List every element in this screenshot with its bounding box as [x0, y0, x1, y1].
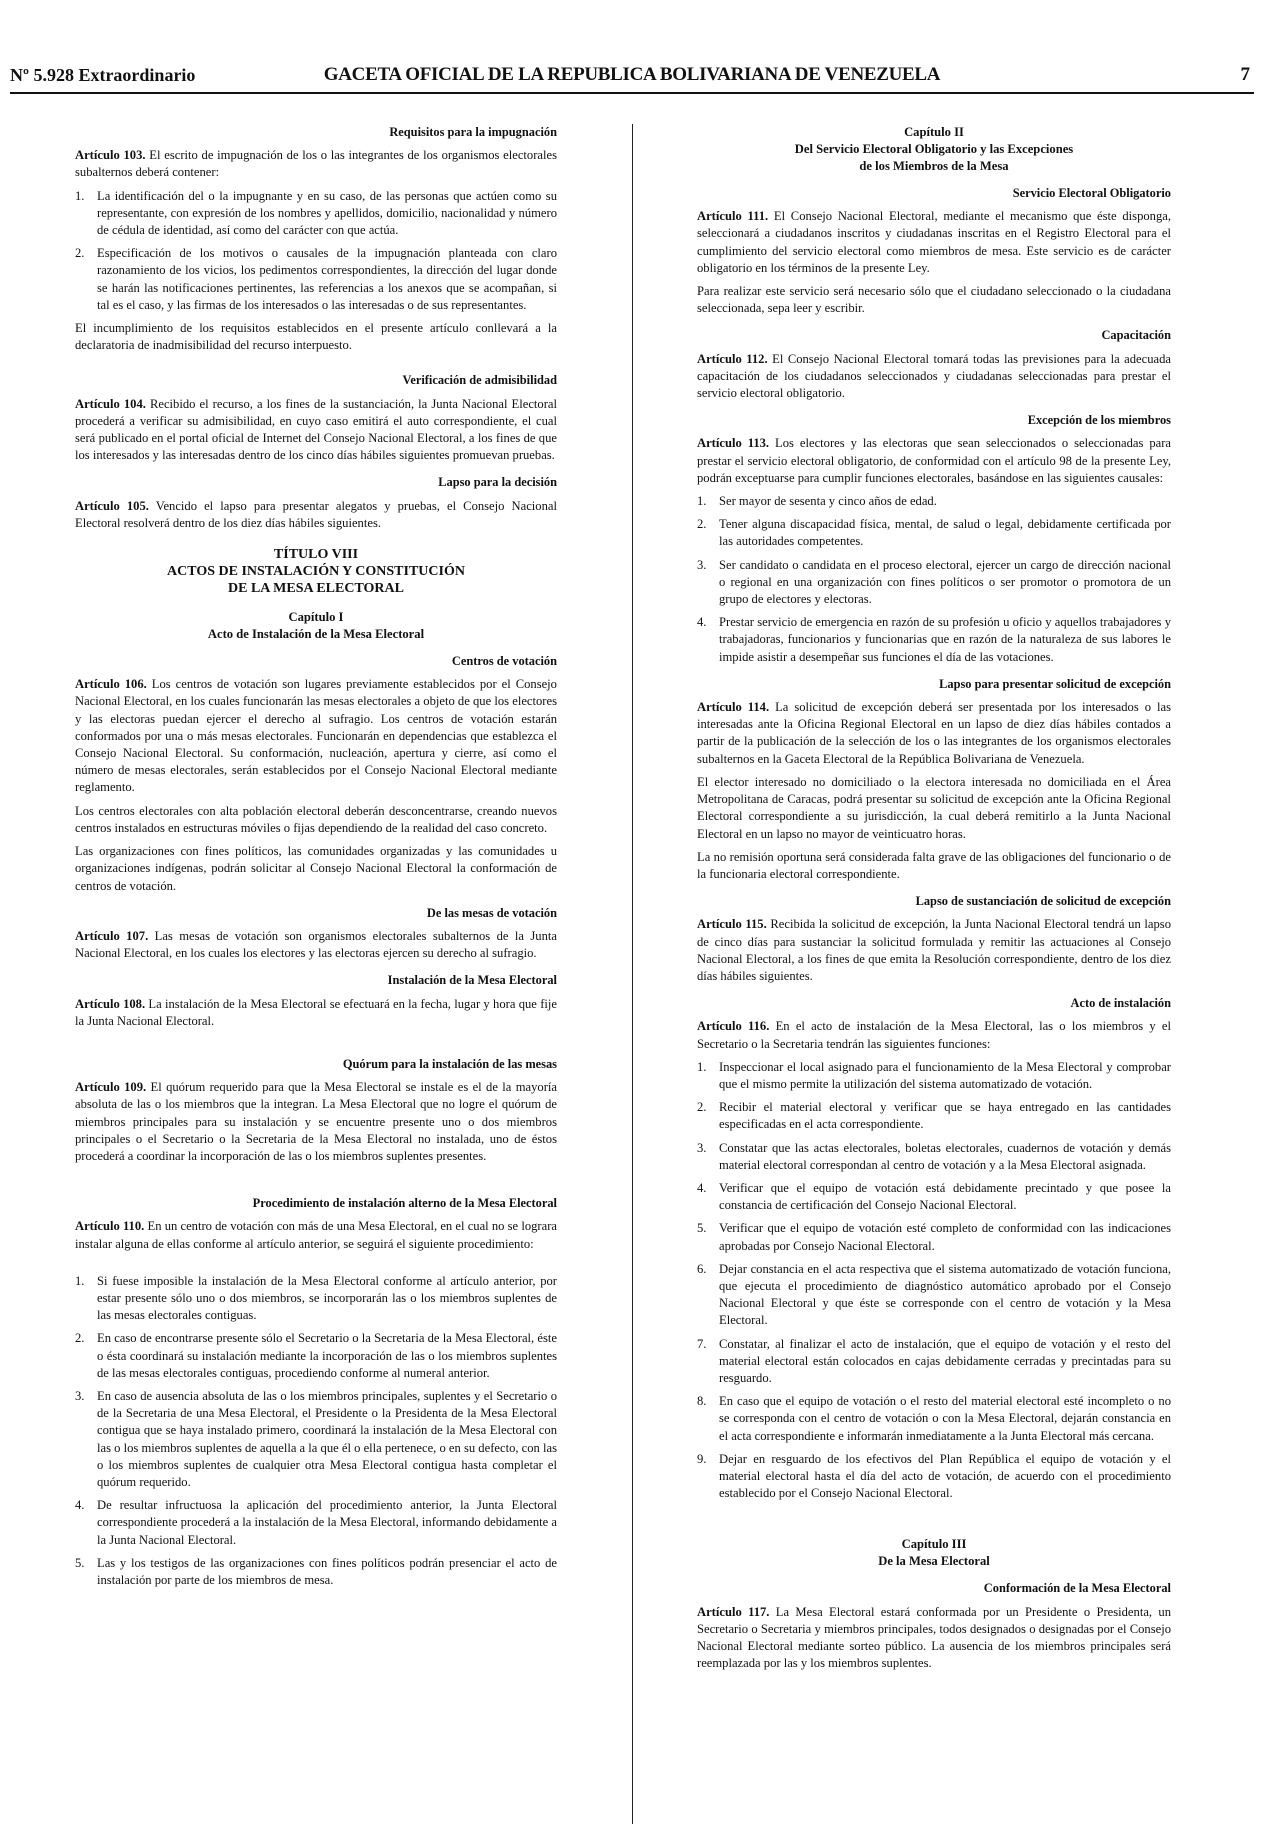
section-heading: Procedimiento de instalación alterno de la Mesa Electoral [252, 1196, 557, 1211]
article-116: Artículo 116. En el acto de instalación de la Mesa Electoral, las o los miembros y el Secretario o la Secretaria tendrán las siguientes funciones: [697, 1019, 1172, 1051]
column-divider [632, 124, 633, 1824]
article-115: Artículo 115. Recibida la solicitud de excepción, la Junta Nacional Electoral tendrá un lapso de cinco días para sustanciar la solicitud formulada y remitir las actuaciones al Consejo Nacional Electoral, a los fines de que emita la Resolución correspondiente, dentro de los diez días hábiles siguientes. [697, 917, 1172, 983]
list-item: 6. Dejar constancia en el acta respectiva que el sistema automatizado de votación funciona, que ejecuta el procedimiento de diagnóstico automático aprobado por el Consejo Nacional Electoral y que éste se corresponde con el centro de votación y la Mesa Electoral. [697, 1261, 1171, 1328]
list-item: 2. Tener alguna discapacidad física, mental, de salud o legal, debidamente certificada por las autoridades competentes. [697, 517, 1171, 549]
list-item: 2. Recibir el material electoral y verificar que se haya entregado en las cantidades especificadas en el acta correspondiente. [697, 1100, 1171, 1132]
section-heading: Lapso para presentar solicitud de excepción [939, 676, 1171, 691]
section-heading: Excepción de los miembros [1027, 413, 1171, 428]
right-column [697, 124, 1171, 1678]
section-heading: Conformación de la Mesa Electoral [983, 1581, 1171, 1596]
article-103-list [75, 188, 557, 314]
article-103-paragraph: El incumplimiento de los requisitos establecidos en el presente artículo conllevará a la declaratoria de inadmisibilidad del recurso interpuesto. [75, 321, 557, 353]
list-item: 4. De resultar infructuosa la aplicación del procedimiento anterior, la Junta Electoral correspondiente procederá a la instalación de la Mesa Electoral, informando debidamente a la Junta Nacional Electoral. [75, 1498, 557, 1547]
section-heading: Acto de instalación [1070, 996, 1171, 1011]
article-label: Artículo 103. [75, 148, 146, 163]
list-item: 4. Verificar que el equipo de votación está debidamente precintado y que posee la constancia de certificación del Consejo Nacional Electoral. [697, 1180, 1171, 1213]
title-heading: TÍTULO VIII ACTOS DE INSTALACIÓN Y CONSTITUCIÓN DE LA MESA ELECTORAL [167, 547, 465, 597]
chapter-heading: Capítulo III De la Mesa Electoral [878, 1537, 990, 1569]
article-105: Artículo 105. Vencido el lapso para presentar alegatos y pruebas, el Consejo Nacional Electoral resolverá dentro de los diez días hábiles siguientes. [75, 498, 557, 530]
section-heading: Verificación de admisibilidad [402, 373, 557, 388]
list-item: 5. Verificar que el equipo de votación esté completo de conformidad con las indicaciones aprobadas por Consejo Nacional Electoral. [697, 1221, 1171, 1253]
article-113-list [697, 493, 1171, 666]
page-header [10, 64, 1254, 94]
article-116-list [697, 1059, 1171, 1503]
list-item: 4. Prestar servicio de emergencia en razón de su profesión u oficio y aquellos trabajadores y trabajadoras, funcionarios y funcionarias que en razón de la naturaleza de sus labores le impide asistir a desempeñar sus funciones el día de las votaciones. [697, 615, 1171, 664]
article-114-paragraph: La no remisión oportuna será considerada falta grave de las obligaciones del funcionario o de la funcionaria electoral correspondiente. [697, 849, 1171, 881]
section-heading: De las mesas de votación [426, 905, 557, 920]
gazette-title: GACETA OFICIAL DE LA REPUBLICA BOLIVARIANA DE VENEZUELA [323, 64, 941, 85]
section-heading: Requisitos para la impugnación [389, 125, 557, 139]
section-heading: Servicio Electoral Obligatorio [1012, 186, 1171, 200]
article-106-paragraph: Los centros electorales con alta población electoral deberán desconcentrarse, creando nuevos centros instalados en estructuras móviles o fijas dependiendo de la realidad del caso concreto. [75, 803, 557, 835]
article-text: El escrito de impugnación de los o las integrantes de los organismos electorales subalternos deberá contener: [75, 148, 557, 180]
page-number: 7 [1240, 64, 1250, 85]
issue-number: Nº 5.928 Extraordinario [10, 65, 196, 85]
article-110: Artículo 110. En un centro de votación con más de una Mesa Electoral, en el cual no se lograra instalar alguna de ellas conforme al artículo anterior, se seguirá el siguiente procedimiento: [75, 1219, 558, 1251]
article-104: Artículo 104. Recibido el recurso, a los fines de la sustanciación, la Junta Nacional Electoral procederá a verificar su admisibilidad, en cuyo caso emitirá el auto correspondiente, el cual será publicado en el portal oficial de Internet del Consejo Nacional Electoral, a los fines de que los interesados y las interesadas dentro de los cinco días hábiles siguientes promuevan pruebas. [75, 396, 557, 463]
list-item: 2. En caso de encontrarse presente sólo el Secretario o la Secretaria de la Mesa Electoral, éste o ésta coordinará su instalación mediante la incorporación de las o los miembros suplentes de las mesas electorales contiguas, procediendo conforme al numeral anterior. [75, 1331, 557, 1380]
list-item: 3. Constatar que las actas electorales, boletas electorales, cuadernos de votación y demás material electoral correspondan al centro de votación y a la Mesa Electoral asignada. [697, 1140, 1171, 1172]
article-111: Artículo 111. El Consejo Nacional Electoral, mediante el mecanismo que éste disponga, seleccionará a ciudadanos inscritos y ciudadanas inscritas en el Registro Electoral para el cumplimiento del servicio electoral como miembros de mesa. Este servicio es de carácter obligatorio en los términos de la presente Ley. [697, 209, 1171, 275]
section-heading: Centros de votación [451, 654, 557, 669]
list-item: 8. En caso que el equipo de votación o el resto del material electoral esté incompleto o no se corresponda con el centro de votación o con la Mesa Electoral, dejarán constancia en el acta correspondiente e informarán inmediatamente a la Junta Electoral más cercana. [697, 1394, 1171, 1443]
article-114-paragraph: El elector interesado no domiciliado o la electora interesada no domiciliada en el Área Metropolitana de Caracas, podrá presentar su solicitud de excepción ante la Oficina Regional Electoral correspondiente a su jurisdicción, la cual deberá remitirlo a la Junta Nacional Electoral en un lapso no mayor de veinticuatro horas. [697, 774, 1171, 841]
section-heading: Capacitación [1101, 328, 1171, 343]
section-heading: Lapso de sustanciación de solicitud de excepción [915, 894, 1171, 909]
chapter-heading: Capítulo II Del Servicio Electoral Obligatorio y las Excepciones de los Miembros de la Mesa [794, 125, 1074, 173]
article-106-paragraph: Las organizaciones con fines políticos, las comunidades organizadas y las comunidades u organizaciones indígenas, podrán solicitar al Consejo Nacional Electoral la conformación de centros de votación. [75, 844, 557, 893]
list-item: 1. Inspeccionar el local asignado para el funcionamiento de la Mesa Electoral y comprobar que el mismo permite la utilización del sistema automatizado de votación. [697, 1059, 1171, 1091]
article-109: Artículo 109. El quórum requerido para que la Mesa Electoral se instale es el de la mayoría absoluta de las o los miembros que la integran. La Mesa Electoral que no logre el quórum de miembros principales para su instalación y se encuentre presente uno o dos miembros principales o el Secretario o la Secretaria de la Mesa Electoral no instalada, uno de éstos procederá a coordinar la incorporación de las o los miembros suplentes presentes. [75, 1080, 557, 1163]
article-107: Artículo 107. Las mesas de votación son organismos electorales subalternos de la Junta Nacional Electoral, en los cuales los electores y las electoras ejercen su derecho al sufragio. [75, 928, 557, 961]
article-111-paragraph: Para realizar este servicio será necesario sólo que el ciudadano seleccionado o la ciudadana seleccionada, sepa leer y escribir. [697, 284, 1171, 316]
list-item: 2. Especificación de los motivos o causales de la impugnación planteada con claro razonamiento de los vicios, los pedimentos correspondientes, la dirección del lugar donde se harán las notificaciones pertinentes, las referencias a los anexos que se acompañan, si tal es el caso, y las firmas de los interesados o las interesadas o de sus representantes. [75, 246, 557, 312]
chapter-heading: Capítulo I Acto de Instalación de la Mesa Electoral [207, 610, 425, 642]
list-item: 1. Si fuese imposible la instalación de la Mesa Electoral conforme al artículo anterior, por estar presente sólo uno o dos miembros, se incorporarán las o los miembros suplentes de las mesas electorales contiguas. [75, 1273, 557, 1323]
list-item: 3. Ser candidato o candidata en el proceso electoral, ejercer un cargo de dirección nacional o regional en una organización con fines políticos o ser promotor o promotora de un grupo de electores y electoras. [697, 557, 1171, 607]
list-item: 7. Constatar, al finalizar el acto de instalación, que el equipo de votación y el resto del material electoral están colocados en cajas debidamente cerradas y precintadas para su resguardo. [697, 1336, 1171, 1385]
section-heading: Lapso para la decisión [438, 475, 557, 490]
article-103 [75, 147, 557, 181]
article-110-list [75, 1273, 557, 1589]
article-114: Artículo 114. La solicitud de excepción deberá ser presentada por los interesados o las interesadas ante la Oficina Regional Electoral en un lapso de diez días hábiles contados a partir de la publicación de la selección de los o las integrantes de los organismos electorales subalternos en la Gaceta Electoral de la República Bolivariana de Venezuela. [697, 700, 1171, 766]
header-rule [10, 92, 1254, 94]
list-item: 9. Dejar en resguardo de los efectivos del Plan República el equipo de votación y el material electoral hasta el día del acto de votación, de acuerdo con el procedimiento establecido por el Consejo Nacional Electoral. [697, 1451, 1171, 1501]
article-112: Artículo 112. El Consejo Nacional Electoral tomará todas las previsiones para la adecuada capacitación de los ciudadanos seleccionados y ciudadanas seleccionadas para prestar el servicio electoral obligatorio. [697, 351, 1171, 401]
section-heading: Instalación de la Mesa Electoral [387, 973, 557, 988]
left-column [75, 124, 557, 1595]
article-108: Artículo 108. La instalación de la Mesa Electoral se efectuará en la fecha, lugar y hora que fije la Junta Nacional Electoral. [75, 996, 557, 1028]
list-item: 3. En caso de ausencia absoluta de las o los miembros principales, suplentes y el Secretario o de la Secretaria de una Mesa Electoral, el Presidente o la Presidenta de la Mesa Electoral contigua que se haya instalado primero, coordinará la instalación de la Mesa Electoral con las o los miembros suplentes de aquella a la que él o ella pertenece, o en su defecto, con las o los miembros suplentes de cualquier otra Mesa Electoral contigua hasta completar el quórum requerido. [75, 1388, 557, 1489]
article-117: Artículo 117. La Mesa Electoral estará conformada por un Presidente o Presidenta, un Secretario o Secretaria y miembros principales, todos designados o designadas por el Consejo Nacional Electoral mediante sorteo público. La ausencia de los miembros principales será reemplazada por las y los miembros suplentes. [697, 1604, 1171, 1671]
section-heading: Quórum para la instalación de las mesas [342, 1056, 557, 1071]
list-item: 1. Ser mayor de sesenta y cinco años de edad. [697, 494, 937, 509]
article-113: Artículo 113. Los electores y las electoras que sean seleccionados o seleccionadas para prestar el servicio electoral obligatorio, de conformidad con el artículo 98 de la presente Ley, podrán exceptuarse para cumplir funciones electorales, basándose en las siguientes causales: [697, 436, 1172, 485]
article-106: Artículo 106. Los centros de votación son lugares previamente establecidos por el Consejo Nacional Electoral, en los cuales funcionarán las mesas electorales a objeto de que los electores y las electoras puedan ejercer el derecho al sufragio. Los centros de votación estarán conformados por una o más mesas electorales. Funcionarán en dependencias que establezca el Consejo Nacional Electoral. Su conformación, nucleación, apertura y cierre, así como el número de mesas electorales, serán establecidos por el Consejo Nacional Electoral mediante reglamento. [75, 677, 557, 795]
list-item: 5. Las y los testigos de las organizaciones con fines políticos podrán presenciar el acto de instalación por parte de los miembros de mesa. [75, 1555, 557, 1587]
list-item: 1. La identificación del o la impugnante y en su caso, de las personas que actúen como su representante, con expresión de los nombres y apellidos, domicilio, nacionalidad y número de cédula de identidad, así como del carácter con que actúa. [75, 188, 557, 238]
